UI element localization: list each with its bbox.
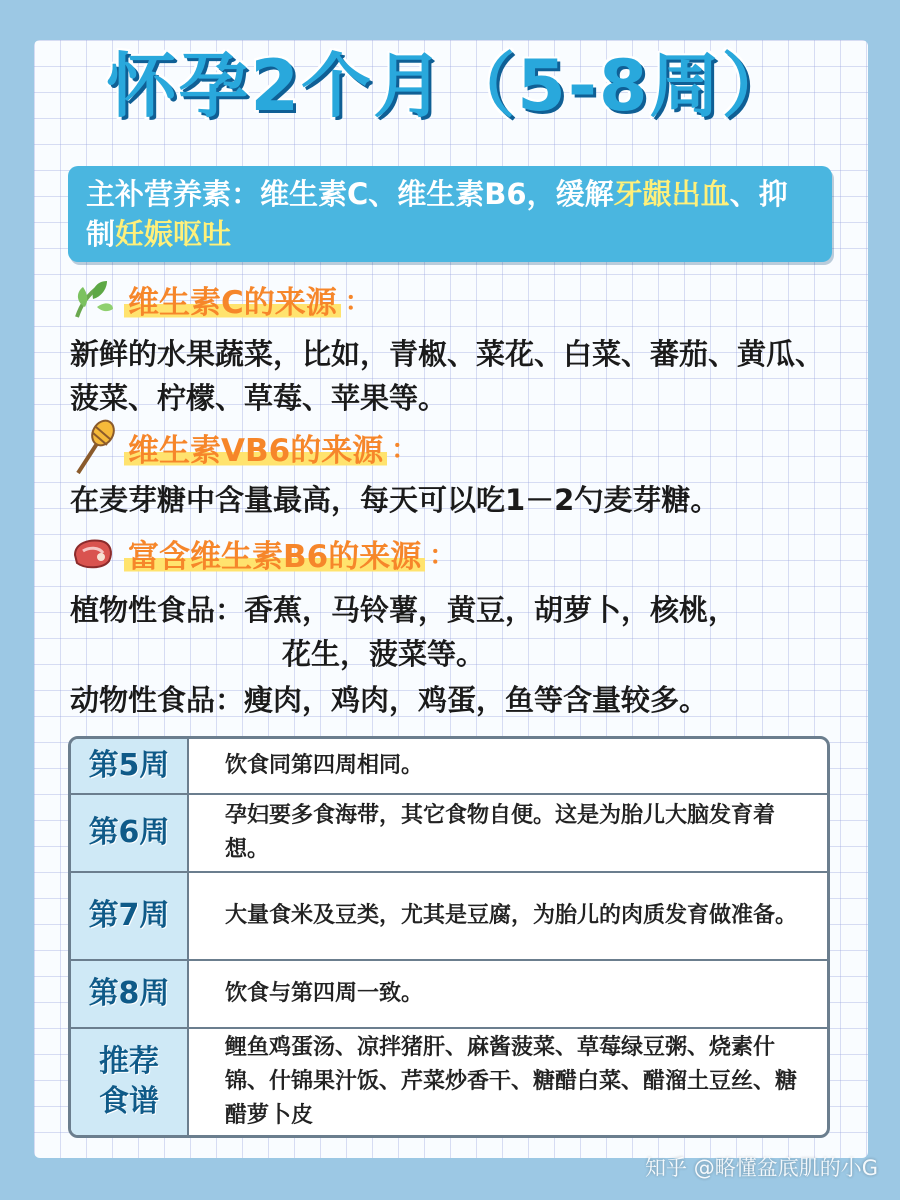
row-label-recommended-recipes: 推荐食谱	[71, 1029, 189, 1135]
section-vb6-header	[70, 420, 417, 474]
banner-highlight-gum-bleeding: 牙龈出血	[613, 177, 730, 211]
meat-icon	[70, 530, 116, 576]
row-text-week-5: 饮食同第四周相同。	[225, 753, 424, 778]
plant-foods-line-1: 植物性食品：香蕉，马铃薯，黄豆，胡萝卜，核桃，	[70, 593, 738, 627]
page-title: 怀孕2个月（5-8周）	[106, 45, 794, 127]
row-text-week-7: 大量食米及豆类，尤其是豆腐，为胎儿的肉质发育做准备。	[225, 903, 798, 928]
plant-foods-line-2: 花生，菠菜等。	[282, 637, 486, 671]
section-b6-rich-title: 富含维生素B6的来源	[124, 531, 425, 576]
section-vitamin-c-colon: ：	[344, 286, 371, 317]
section-vitamin-c-header	[70, 272, 371, 326]
row-text-week-8: 饮食与第四周一致。	[225, 981, 424, 1006]
zhihu-watermark: 知乎 @略懂盆底肌的小G	[645, 1156, 878, 1180]
section-vb6-title: 维生素VB6的来源	[124, 425, 387, 470]
banner-mid: 、抑制	[86, 177, 788, 251]
section-b6-rich-header	[70, 526, 455, 580]
section-vb6-colon: ：	[391, 434, 418, 465]
vegetable-icon	[70, 276, 116, 322]
row-text-recommended-recipes: 鲤鱼鸡蛋汤、凉拌猪肝、麻酱菠菜、草莓绿豆粥、烧素什锦、什锦果汁饭、芹菜炒香干、糖醋白菜、醋溜土豆丝、糖醋萝卜皮	[225, 1035, 798, 1128]
section-vitamin-c-title: 维生素C的来源	[124, 277, 341, 322]
section-vitamin-c-text: 新鲜的水果蔬菜，比如，青椒、菜花、白菜、蕃茄、黄瓜、菠菜、柠檬、草莓、苹果等。	[70, 337, 825, 415]
banner-prefix: 主补营养素：维生素C、维生素B6，缓解	[86, 177, 614, 211]
row-text-week-6: 孕妇要多食海带，其它食物自便。这是为胎儿大脑发育着想。	[225, 803, 776, 862]
table-row	[71, 1029, 827, 1135]
section-b6-plant-foods	[70, 588, 840, 676]
banner-highlight-morning-sickness: 妊娠呕吐	[115, 217, 232, 251]
table-row	[71, 873, 827, 961]
table-row	[71, 961, 827, 1029]
section-b6-animal-foods: 动物性食品：瘦肉，鸡肉，鸡蛋，鱼等含量较多。	[70, 683, 709, 717]
nutrient-banner	[68, 166, 832, 262]
table-row	[71, 795, 827, 873]
row-label-week-6: 第6周	[71, 795, 189, 871]
honey-dipper-icon	[70, 424, 116, 470]
row-label-week-8: 第8周	[71, 961, 189, 1027]
row-label-week-5: 第5周	[71, 739, 189, 793]
table-row	[71, 739, 827, 795]
weekly-diet-table	[68, 736, 830, 1138]
section-b6-rich-colon: ：	[429, 540, 456, 571]
section-vb6-text: 在麦芽糖中含量最高，每天可以吃1－2勺麦芽糖。	[70, 483, 720, 517]
row-label-week-7: 第7周	[71, 873, 189, 959]
